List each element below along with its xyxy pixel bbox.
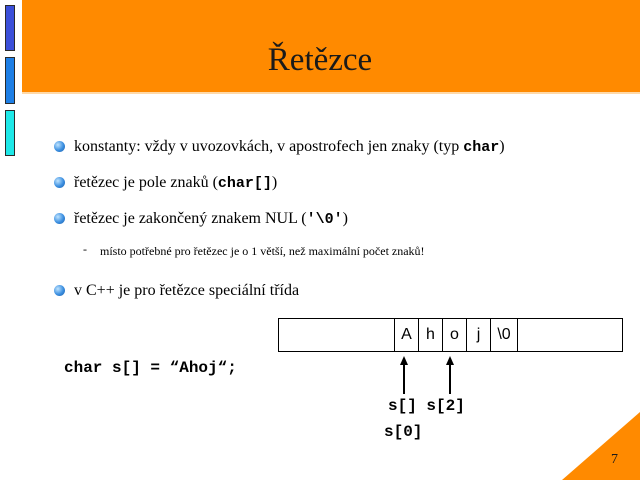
char-cell: j [467,319,491,351]
page-number: 7 [611,452,618,467]
bullet-item [54,208,634,231]
bullet-item [54,136,634,159]
char-cell-terminator: \0 [491,319,518,351]
sub-bullet-dash: - [83,242,87,256]
bullet-list [54,136,634,315]
bullet-code: '\0' [306,211,343,228]
char-cell: A [395,319,419,351]
index-label-s-s2: s[] s[2] [388,397,465,415]
char-cell: h [419,319,443,351]
corner-decoration [562,412,640,480]
memory-padding-left [279,319,395,351]
bullet-text: řetězec je zakončený znakem NUL ( [74,210,307,227]
memory-padding-right [518,319,622,351]
left-decoration [0,0,22,160]
bullet-code: char [463,139,500,156]
bullet-icon [54,213,65,224]
bullet-item [54,280,634,302]
arrow-s0 [403,364,405,394]
bullet-text: konstanty: vždy v uvozovkách, v apostrofech jen znaky (typ [74,138,464,155]
bullet-icon [54,141,65,152]
bullet-icon [54,177,65,188]
sub-bullet-text: místo potřebné pro řetězec je o 1 větší, než maximální počet znaků! [100,244,425,258]
bullet-text: v C++ je pro řetězce speciální třída [74,282,300,299]
bullet-text-end: ) [271,174,278,191]
bullet-text-end: ) [342,210,348,227]
sub-bullet-item [54,242,634,260]
bullet-item [54,172,634,195]
string-memory-diagram [278,318,623,352]
char-cell: o [443,319,467,351]
bullet-code: char[] [217,175,272,192]
arrow-s2 [449,364,451,394]
code-declaration: char s[] = “Ahoj“; [64,359,237,377]
index-label-s0: s[0] [384,423,423,441]
decor-block-cyan [5,110,15,156]
bullet-icon [54,285,65,296]
bullet-text-end: ) [499,138,505,155]
bullet-text: řetězec je pole znaků ( [74,174,218,191]
slide-title: Řetězce [267,42,373,78]
header-divider [0,92,640,94]
